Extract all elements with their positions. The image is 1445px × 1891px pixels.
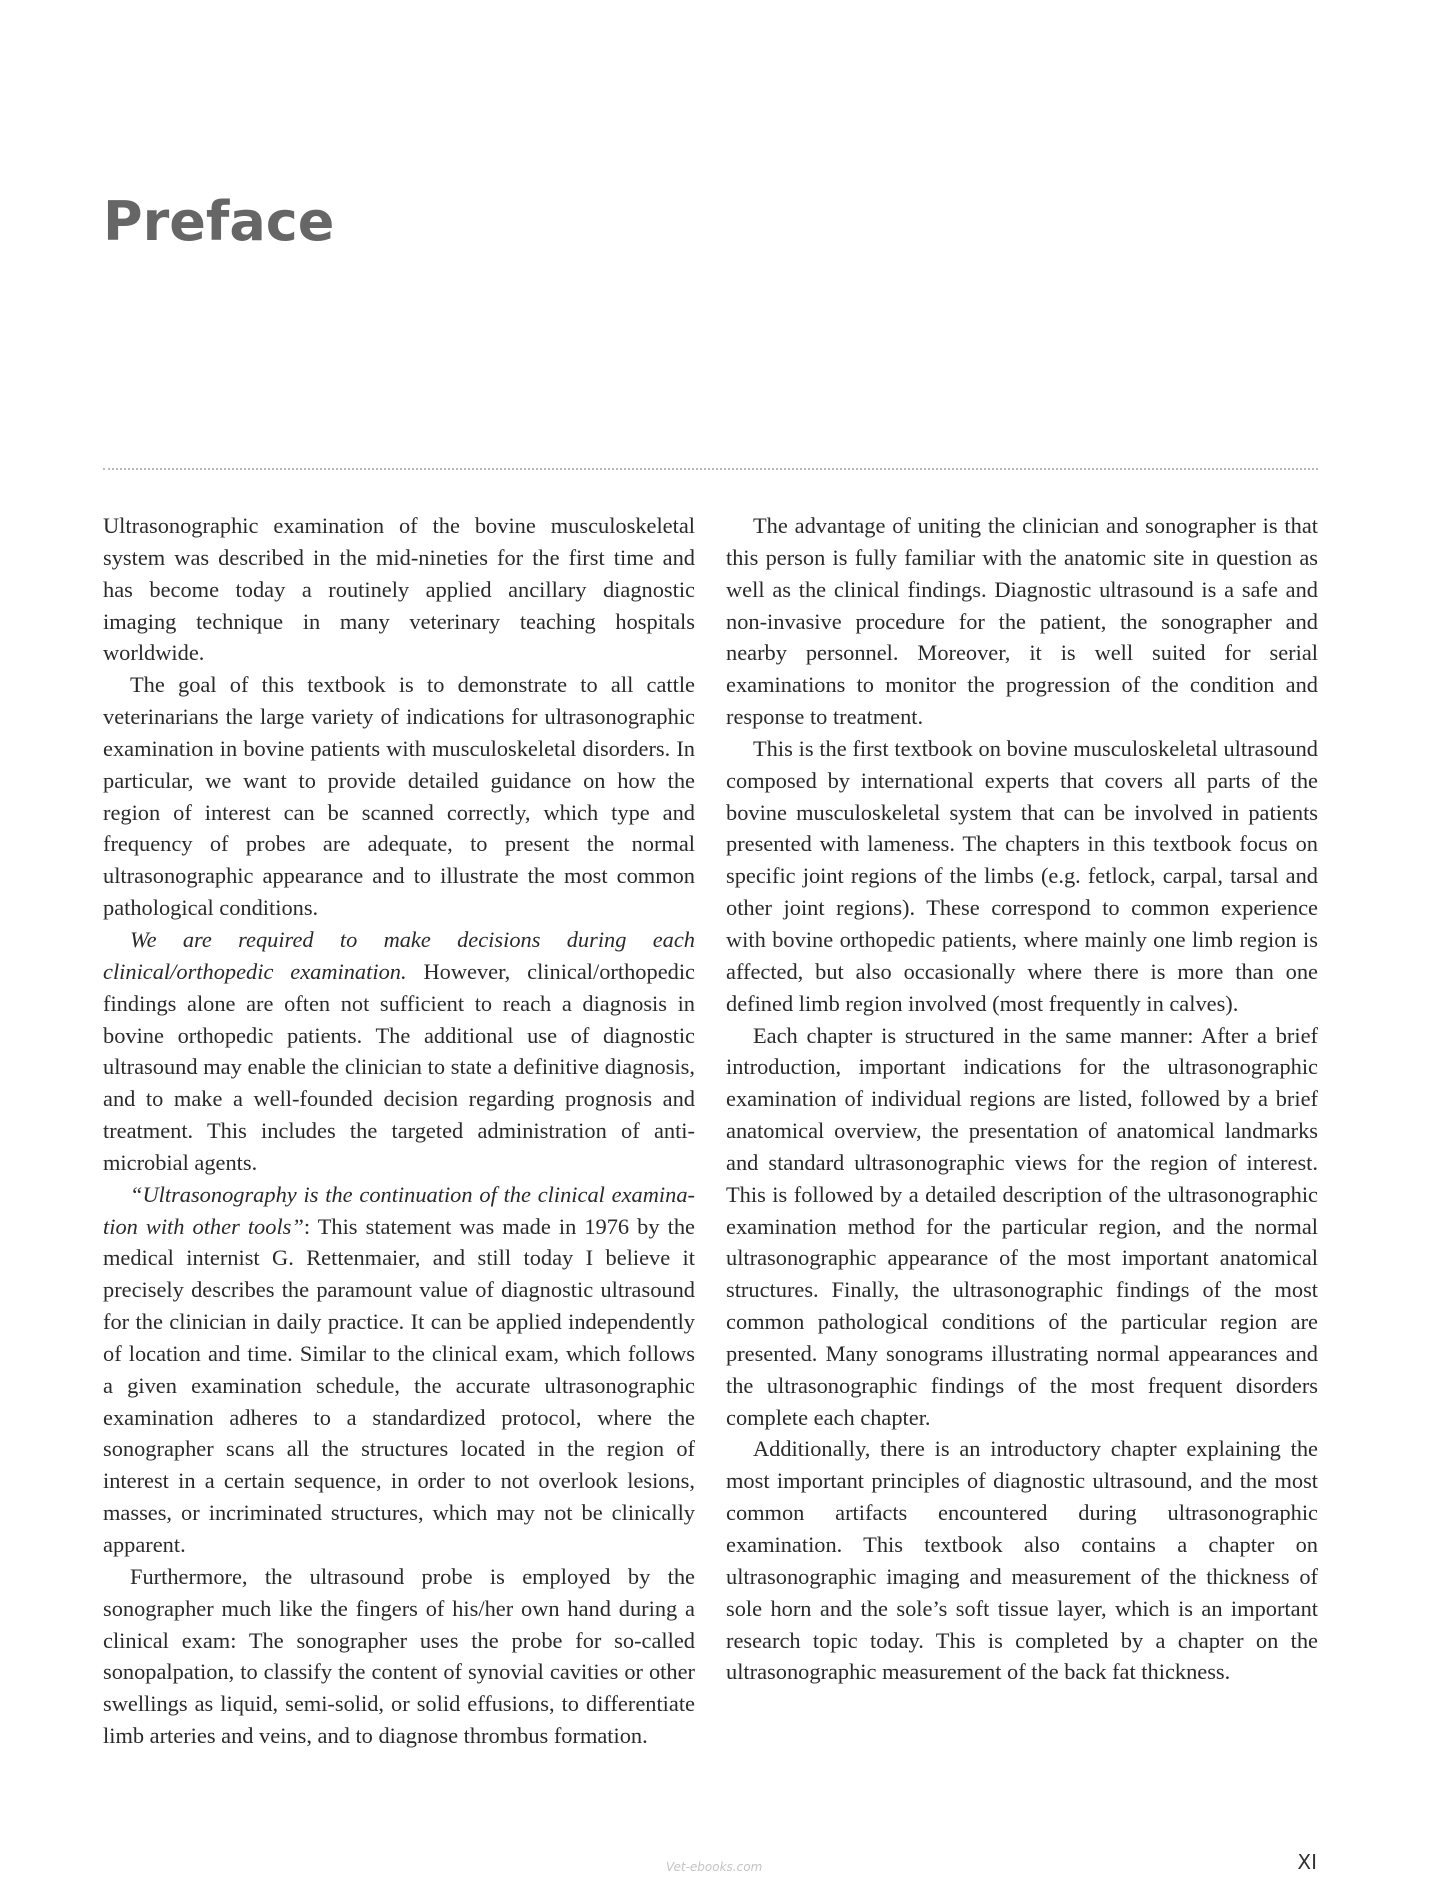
paragraph: The goal of this textbook is to demonstrate to all cattle veterinarians the large variety of indications for ultrasonographic examination in bovine patients with musculoskeletal disorders. In particular, we want to provide detailed guidance on how the region of interest can be scanned correctly, which type and frequency of probes are adequate, to present the normal ultrasonographic appearance and to illustrate the most common pathological conditions.	[103, 672, 695, 921]
paragraph-text: However, clinical/orthopedic findings alone are often not sufficient to reach a diagnosis in bovine orthopedic patients. The additional use of diagnostic ultrasound may enable the clinician to state a definitive diagnosis, and to make a well-founded decision regarding prognosis and treatment. This includes the targeted administration of antimicrobial agents.	[103, 958, 695, 1175]
italic-quote: “Ultrasonography is the continuation of the clinical examination with other tools”	[103, 1181, 695, 1239]
paragraph-text: : This statement was made in 1976 by the medical internist G. Rettenmaier, and still today I believe it precisely describes the paramount value of diagnostic ultrasound for the clinician in daily practice. It can be applied independently of location and time. Similar to the clinical exam, which follows a given examination schedule, the accurate ultrasonographic examination adheres to a standardized protocol, where the sonographer scans all the structures located in the region of interest in a certain sequence, in order to not overlook lesions, masses, or incriminated structures, which may not be clinically apparent.	[103, 1213, 695, 1557]
page-title: Preface	[103, 190, 335, 253]
italic-quote: We are required to make decisions during each clinical/orthopedic examination.	[103, 926, 695, 984]
paragraph: Each chapter is structured in the same manner: After a brief introduction, important indications for the ultrasonographic examination of individual regions are listed, followed by a brief anatomical overview, the presentation of anatomical landmarks and standard ultrasonographic views for the region of interest. This is followed by a detailed description of the ultrasonographic examination method for the particular region, and the normal ultrasonographic appearance of the most important anatomical structures. Finally, the ultrasonographic findings of the most common pathological conditions of the particular region are presented. Many sonograms illustrating normal appearances and the ultrasonographic findings of the most frequent disorders complete each chapter.	[726, 1022, 1318, 1430]
paragraph: Ultrasonographic examination of the bovine musculoskeletal system was described in the mid-nineties for the first time and has become today a routinely applied ancillary diagnostic imaging technique in many veterinary teaching hospitals worldwide.	[103, 513, 695, 666]
paragraph	[103, 924, 695, 1179]
page-number: XI	[1297, 1850, 1317, 1874]
watermark-logo: Vet-ebooks.com	[666, 1860, 763, 1874]
paragraph: This is the first textbook on bovine musculoskeletal ultrasound composed by international experts that covers all parts of the bovine musculoskeletal system that can be involved in patients presented with lameness. The chapters in this textbook focus on specific joint regions of the limbs (e.g. fetlock, carpal, tarsal and other joint regions). These correspond to common experience with bovine orthopedic patients, where mainly one limb region is affected, but also occasionally where there is more than one defined limb region involved (most frequently in calves).	[726, 735, 1318, 1016]
paragraph: Additionally, there is an introductory chapter explaining the most important principles of diagnostic ultrasound, and the most common artifacts encountered during ultrasonographic examination. This textbook also contains a chapter on ultrasonographic imaging and measurement of the thickness of sole horn and the sole’s soft tissue layer, which is an important research topic today. This is completed by a chapter on the ultrasonographic measurement of the back fat thickness.	[726, 1436, 1318, 1685]
left-column	[103, 510, 695, 1752]
paragraph: Furthermore, the ultrasound probe is employed by the sonographer much like the fingers of his/her own hand during a clinical exam: The sonographer uses the probe for so-called sonopalpation, to classify the content of synovial cavities or other swellings as liquid, semi-solid, or solid effusions, to differentiate limb arteries and veins, and to diagnose thrombus formation.	[103, 1563, 695, 1749]
right-column	[726, 510, 1318, 1688]
dotted-divider	[103, 468, 1318, 470]
paragraph	[103, 1179, 695, 1561]
paragraph: The advantage of uniting the clinician and sonographer is that this person is fully familiar with the anatomic site in question as well as the clinical findings. Diagnostic ultrasound is a safe and non-invasive procedure for the patient, the sonographer and nearby personnel. Moreover, it is well suited for serial examinations to monitor the progression of the condition and response to treatment.	[726, 513, 1318, 730]
